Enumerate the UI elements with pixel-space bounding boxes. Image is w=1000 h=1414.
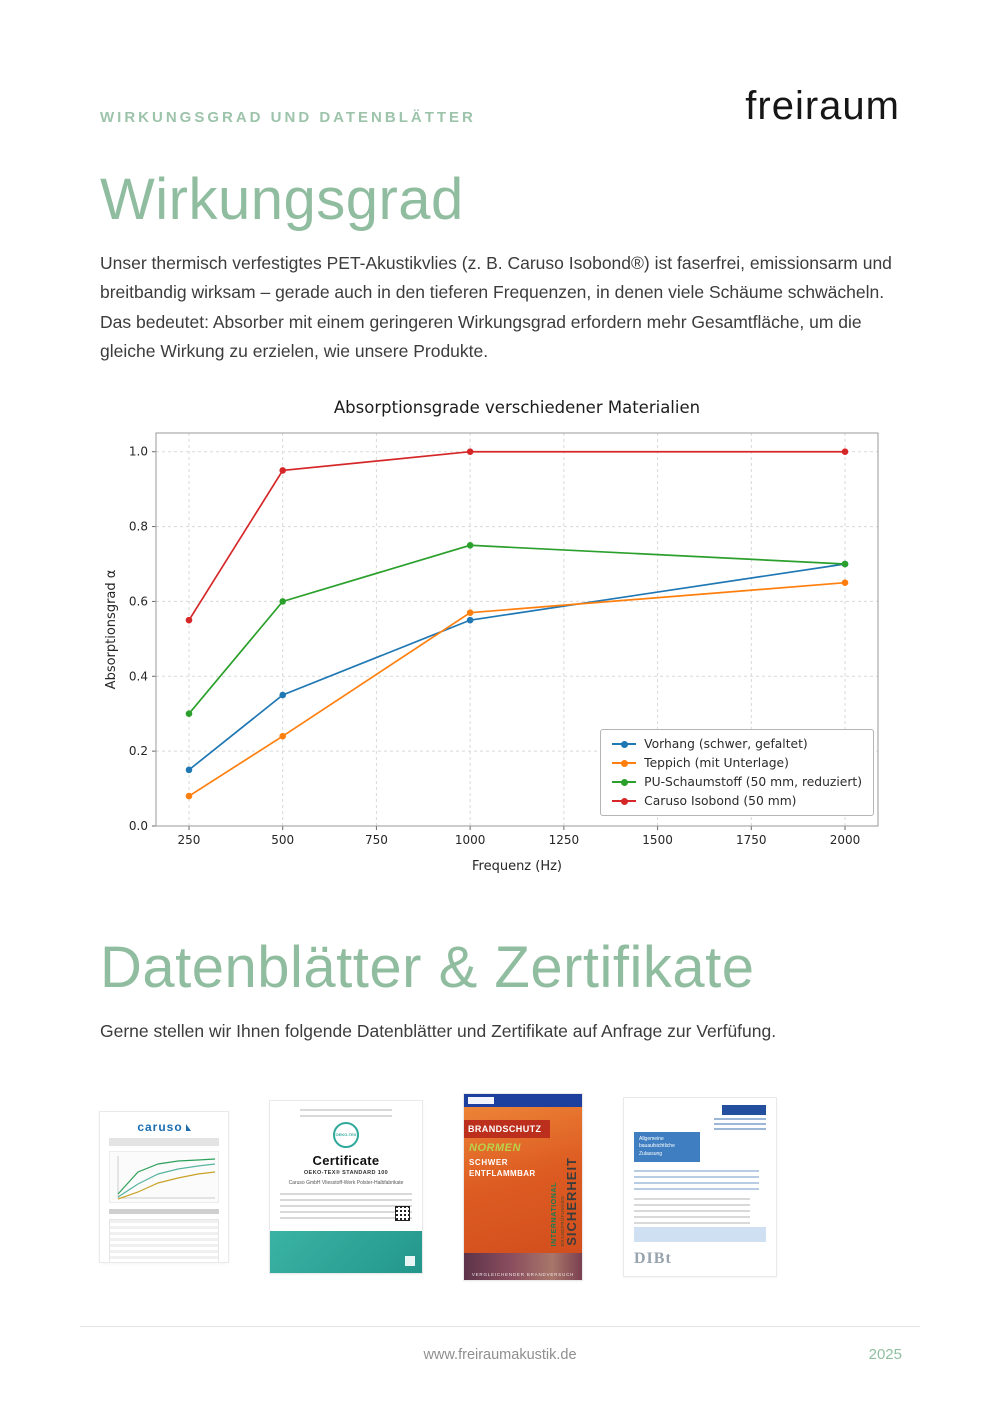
page-title: Wirkungsgrad (100, 167, 464, 232)
absorption-chart (100, 393, 900, 878)
svg-text:Absorptionsgrade verschiedener: Absorptionsgrade verschiedener Materialien (333, 397, 701, 417)
svg-text:1.0: 1.0 (128, 444, 148, 459)
svg-text:0.2: 0.2 (128, 743, 148, 758)
legend-line-icon (612, 762, 636, 764)
svg-text:Frequenz (Hz): Frequenz (Hz) (471, 858, 563, 874)
table-header-bar (109, 1209, 219, 1214)
certificate-subtitle: OEKO-TEX® STANDARD 100 (303, 1169, 389, 1176)
thumbnail-oekotex-certificate (270, 1101, 422, 1273)
thumbnail-brandschutz-book (464, 1094, 582, 1280)
certificate-top-lines (300, 1109, 392, 1117)
legend-item (612, 775, 862, 789)
legend-label: Teppich (mit Unterlage) (644, 755, 789, 770)
section2-paragraph: Gerne stellen wir Ihnen folgende Datenblätter und Zertifikate auf Anfrage zur Verfüfung. (100, 1020, 777, 1041)
svg-text:1000: 1000 (454, 832, 486, 847)
freiraum-logo: freiraum (745, 84, 900, 128)
legend-label: Caruso Isobond (50 mm) (644, 793, 797, 808)
thumbnail-dibt-zulassung (624, 1098, 776, 1276)
footer-year: 2025 (868, 1346, 902, 1363)
svg-text:0.4: 0.4 (128, 668, 148, 683)
oeko-tex-badge-icon: OEKO-TEX (333, 1122, 359, 1148)
legend-label: PU-Schaumstoff (50 mm, reduziert) (644, 774, 862, 789)
book-subtitle-schwer: SCHWER (469, 1157, 509, 1167)
svg-text:1750: 1750 (736, 832, 767, 847)
svg-text:Absorptionsgrad α: Absorptionsgrad α (104, 569, 119, 689)
svg-text:0.8: 0.8 (128, 519, 148, 534)
book-subtitle-entflammbar: ENTFLAMMBAR (469, 1168, 536, 1178)
book-bottom-photo (464, 1253, 582, 1280)
sail-icon (186, 1124, 191, 1131)
page-header (100, 86, 900, 126)
svg-text:1250: 1250 (548, 832, 580, 847)
book-title: BRANDSCHUTZ (464, 1120, 550, 1138)
publisher-chip (468, 1097, 494, 1104)
svg-text:750: 750 (364, 832, 388, 847)
certificate-body-lines (280, 1193, 412, 1219)
svg-text:500: 500 (271, 832, 295, 847)
legend-item (612, 737, 862, 751)
dibt-text-lines-2 (634, 1198, 750, 1224)
mini-absorption-chart (109, 1151, 219, 1203)
dibt-address-block (722, 1105, 766, 1115)
svg-text:0.6: 0.6 (128, 593, 148, 608)
book-subtitle-normen: NORMEN (469, 1141, 521, 1154)
dibt-text-lines (634, 1170, 759, 1192)
svg-text:0.0: 0.0 (128, 818, 148, 833)
book-vertical-sicherheit: SICHERHEIT (564, 1157, 579, 1246)
book-top-band (464, 1094, 582, 1107)
datasheet-table (109, 1219, 219, 1262)
datasheet-header-lines (109, 1138, 219, 1146)
legend-line-icon (612, 800, 636, 802)
website-link[interactable]: www.freiraumakustik.de (423, 1347, 577, 1363)
svg-text:1500: 1500 (642, 832, 673, 847)
certificate-thumbnails (100, 1094, 900, 1280)
page-footer (80, 1326, 920, 1364)
legend-line-icon (612, 743, 636, 745)
legend-line-icon (612, 781, 636, 783)
legend-label: Vorhang (schwer, gefaltet) (644, 736, 808, 751)
book-bottom-caption: VERGLEICHENDER BRANDVERSUCH (471, 1271, 575, 1277)
book-vertical-pruefungen: BRANDPRÜFUNGEN (560, 1195, 565, 1246)
certificate-title: Certificate (312, 1152, 380, 1168)
legend-item (612, 794, 862, 808)
certificate-organisation: Caruso GmbH Vliesstoff-Werk Polster-Halbfabrikate (288, 1179, 404, 1186)
dibt-approval-box: Allgemeine bauaufsichtliche Zulassung (634, 1132, 700, 1163)
dibt-logo: DIBt (634, 1249, 672, 1267)
qr-code-icon (395, 1206, 410, 1221)
svg-text:250: 250 (177, 832, 201, 847)
section-kicker: WIRKUNGSGRAD UND DATENBLÄTTER (100, 109, 476, 126)
caruso-logo: caruso (109, 1120, 219, 1134)
book-vertical-international: INTERNATIONAL (551, 1181, 558, 1246)
certificate-teal-band (270, 1231, 422, 1273)
legend-item (612, 756, 862, 770)
dibt-blue-band (634, 1227, 766, 1242)
svg-text:2000: 2000 (829, 832, 861, 847)
intro-paragraph: Unser thermisch verfestigtes PET-Akustikvlies (z. B. Caruso Isobond®) ist faserfrei, emissionsarm und breitbandig wirksam – gerade auch in den tieferen Frequenzen, in denen viele Schäume schwächeln. Das bedeutet: Absorber mit einem geringeren Wirkungsgrad erfordern mehr Gesamtfläche, um die gleiche Wirkung zu erzielen, wie unsere Produkte. (100, 253, 892, 362)
section2-title: Datenblätter & Zertifikate (100, 934, 755, 1000)
thumbnail-caruso-datasheet (100, 1112, 228, 1262)
chart-legend (600, 729, 874, 816)
